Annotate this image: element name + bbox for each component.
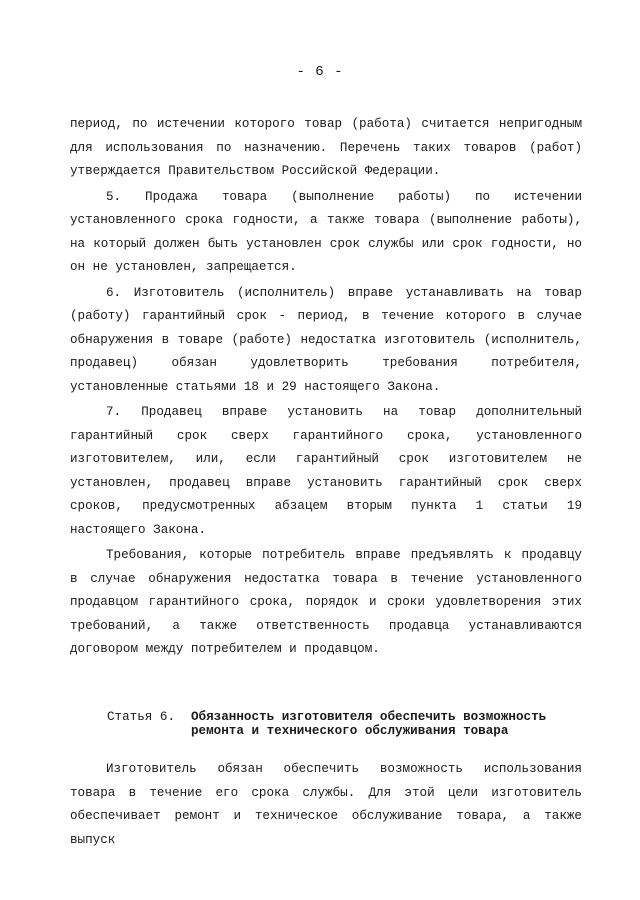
article-label: Статья 6. [107, 710, 176, 724]
article-heading [107, 710, 587, 738]
paragraph-item-6: 6. Изготовитель (исполнитель) вправе устанавливать на товар (работу) гарантийный срок - период, в течение которого в случае обнаружения в товаре (работе) недостатка изготовитель (исполнитель, продавец) обязан удовлетворить требования потребителя, установленные статьями 18 и 29 настоящего Закона. [70, 285, 582, 394]
article-paragraph: Изготовитель обязан обеспечить возможность использования товара в течение его срока службы. Для этой цели изготовитель обеспечивает ремонт и техническое обслуживание товара, а также выпуск [70, 762, 582, 847]
document-body [70, 113, 582, 662]
paragraph-requirements: Требования, которые потребитель вправе предъявлять к продавцу в случае обнаружения недостатка товара в течение установленного продавцом гарантийного срока, порядок и сроки удовлетворения этих требований, а также ответственность продавца устанавливаются договором между потребителем и продавцом. [70, 548, 582, 656]
article-title: Обязанность изготовителя обеспечить возможность ремонта и технического обслуживания товара [191, 710, 547, 738]
page-number: - 6 - [296, 64, 344, 80]
paragraph-continuation: период, по истечении которого товар (работа) считается непригодным для использования по назначению. Перечень таких товаров (работ) утверждается Правительством Российской Федерации. [70, 117, 582, 178]
paragraph-item-7: 7. Продавец вправе установить на товар дополнительный гарантийный срок сверх гарантийного срока, установленного изготовителем, или, если гарантийный срок изготовителем не установлен, продавец вправе установить гарантийный срок сверх сроков, предусмотренных абзацем вторым пункта 1 статьи 19 настоящего Закона. [70, 405, 582, 537]
paragraph-item-5: 5. Продажа товара (выполнение работы) по истечении установленного срока годности, а также товара (выполнение работы), на который должен быть установлен срок службы или срок годности, но он не установлен, запрещается. [70, 189, 582, 274]
article-body [70, 758, 582, 852]
